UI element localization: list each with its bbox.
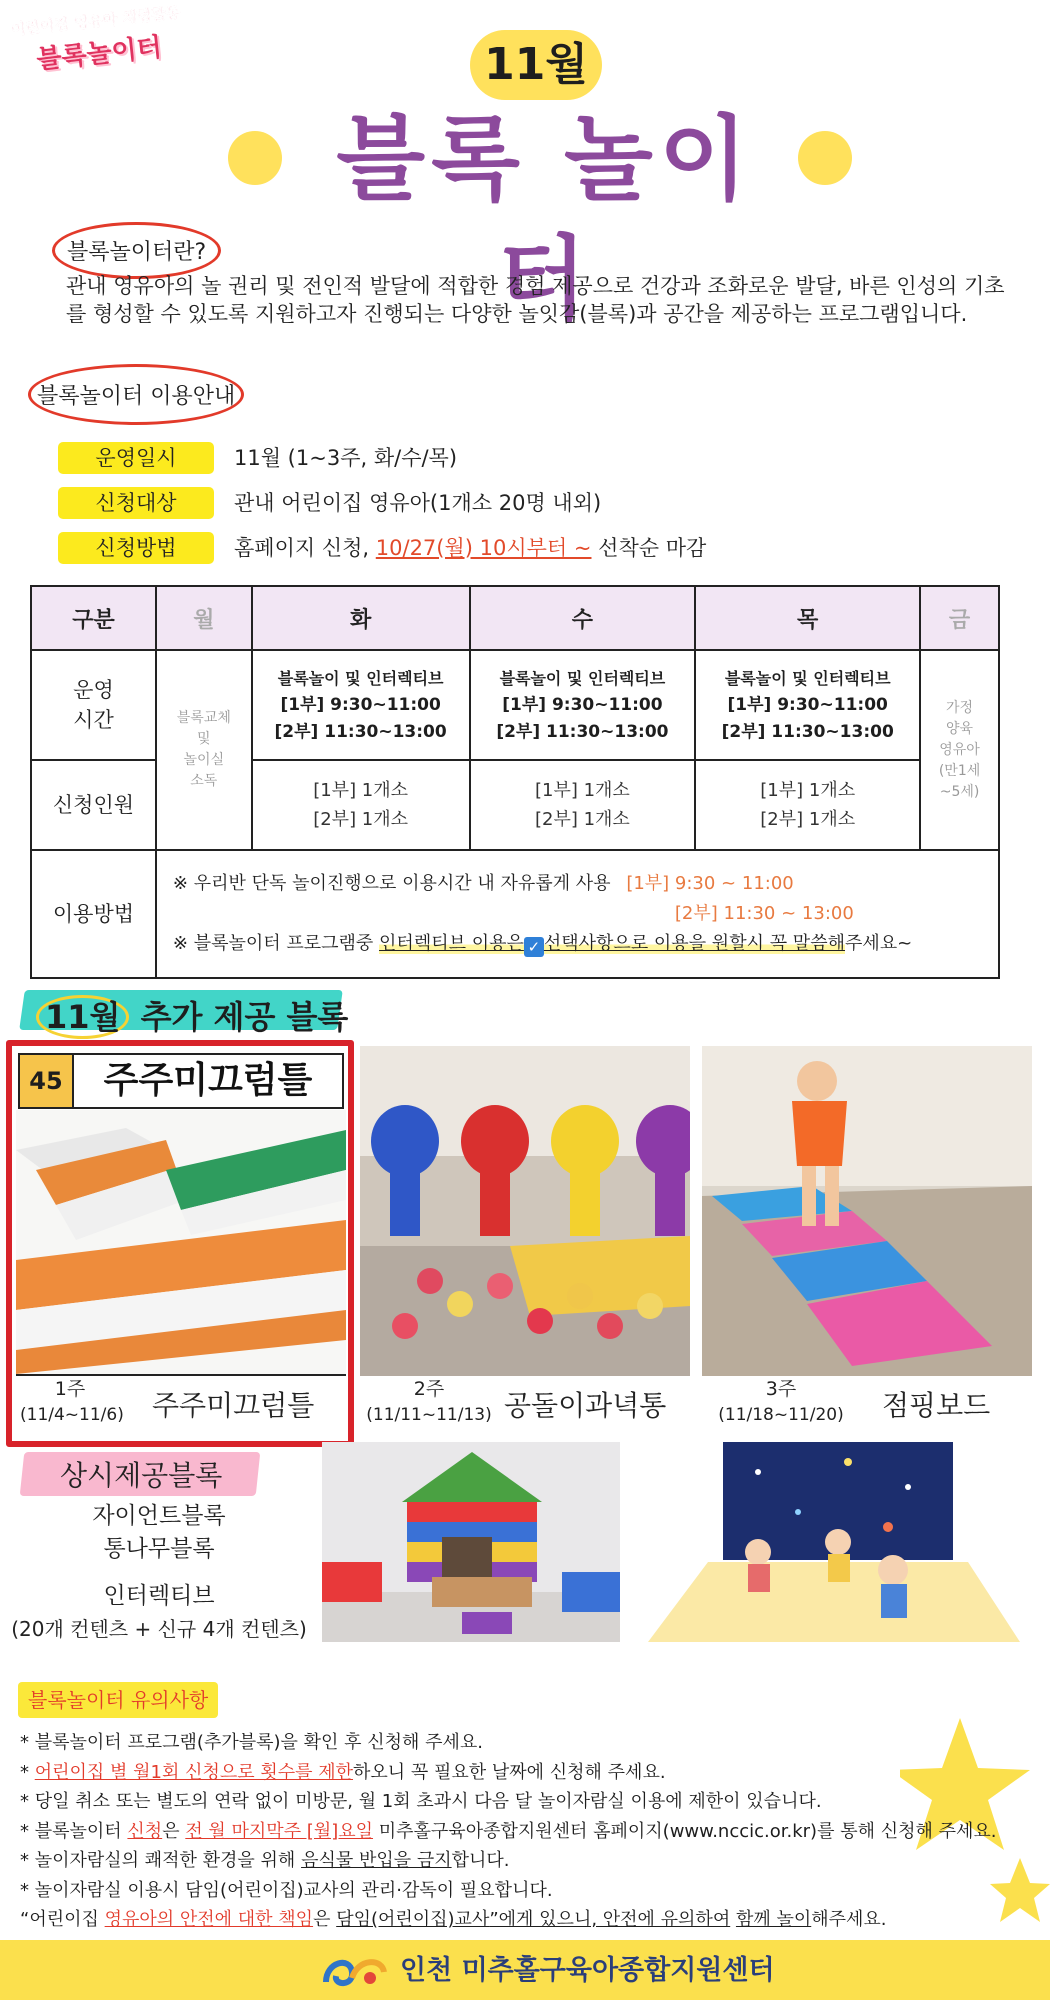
permanent-item-interactive: 인터렉티브 xyxy=(103,1583,215,1609)
col-header-mon: 월 xyxy=(156,586,252,650)
col-header-wed: 수 xyxy=(470,586,696,650)
row-header-capacity: 신청인원 xyxy=(31,760,156,850)
usage-line2 xyxy=(173,929,998,959)
row-header-hours: 운영 시간 xyxy=(31,650,156,760)
about-heading: 블록놀이터란? xyxy=(52,222,221,279)
permanent-item-contents: (20개 컨텐츠 + 신규 4개 컨텐츠) xyxy=(11,1617,307,1641)
thu-slot2: [2부] 11:30~13:00 xyxy=(721,721,894,742)
schedule-table xyxy=(30,585,1000,979)
wed-cap2: [2부] 1개소 xyxy=(534,809,630,830)
section-title-blocks xyxy=(36,992,348,1038)
guide-label-method: 신청방법 xyxy=(58,532,214,564)
month-badge: 11월 xyxy=(470,30,602,100)
block-number-badge: 45 xyxy=(18,1053,74,1109)
guide-value-target: 관내 어린이집 영유아(1개소 20명 내외) xyxy=(234,491,602,515)
method-open-date: 10/27(월) 10시부터 ~ xyxy=(375,536,592,560)
thu-cap2: [2부] 1개소 xyxy=(760,809,856,830)
tue-cap2: [2부] 1개소 xyxy=(313,809,409,830)
notice-5-a: * 놀이자람실의 쾌적한 환경을 위해 xyxy=(20,1850,296,1871)
permanent-item-giant: 자이언트블록 xyxy=(92,1503,226,1529)
notice-4-apply: 신청 xyxy=(127,1820,163,1842)
notice-4-c: 은 xyxy=(162,1820,180,1842)
tue-slot1: [1부] 9:30~11:00 xyxy=(280,694,441,715)
giant-block-illustration xyxy=(322,1442,620,1642)
notice-5-food: 음식물 반입을 금지 xyxy=(301,1850,452,1871)
notice-7-c: 은 xyxy=(313,1909,331,1930)
section-title-text: 추가 제공 블록 xyxy=(140,998,349,1036)
notice-item-5 xyxy=(20,1846,1020,1876)
week1-caption xyxy=(20,1376,124,1428)
guide-value-schedule: 11월 (1~3주, 화/수/목) xyxy=(234,446,458,470)
thu-hours xyxy=(695,650,920,760)
about-description: 관내 영유아의 놀 권리 및 전인적 발달에 적합한 경험 제공으로 건강과 조화로운 발달, 바른 인성의 기초를 형성할 수 있도록 지원하고자 진행되는 다양한 놀잇감(블록)과 공간을 제공하는 프로그램입니다. xyxy=(66,274,1005,326)
method-closing: 선착순 마감 xyxy=(598,536,707,560)
notice-5-c: 합니다. xyxy=(451,1850,510,1871)
notice-7-g: 해주세요. xyxy=(811,1909,887,1930)
notice-item-4 xyxy=(20,1817,1020,1847)
logo-subtitle: 어린이집 영유아 체험활동 xyxy=(10,3,182,39)
thu-cap1: [1부] 1개소 xyxy=(760,780,856,801)
wed-hours xyxy=(470,650,696,760)
col-header-tue: 화 xyxy=(252,586,470,650)
permanent-spacer xyxy=(0,1566,318,1580)
notice-7-a: “어린이집 xyxy=(20,1909,99,1930)
wed-capacity xyxy=(470,760,696,850)
usage-optional: 선택사항으로 이용을 원할시 꼭 말씀해 xyxy=(543,933,845,954)
week3-dates: (11/18~11/20) xyxy=(718,1405,844,1425)
week2-caption xyxy=(364,1376,494,1428)
title-right-dot xyxy=(798,131,852,185)
usage-interactive: 인터렉티브 이용은 xyxy=(379,933,524,954)
notice-2-bullet: * xyxy=(20,1761,29,1783)
permanent-item-log: 통나무블록 xyxy=(103,1536,215,1562)
usage-time2: [2부] 11:30 ~ 13:00 xyxy=(674,903,854,924)
target-barrel-photo xyxy=(360,1046,690,1376)
usage-text1: ※ 우리반 단독 놀이진행으로 이용시간 내 자유롭게 사용 xyxy=(172,873,611,894)
tue-hours xyxy=(252,650,470,760)
permanent-list xyxy=(0,1500,318,1646)
week2-label: 2주 xyxy=(413,1378,445,1400)
tue-capacity xyxy=(252,760,470,850)
featured-block-name: 주주미끄럼틀 xyxy=(74,1053,344,1109)
col-header-thu: 목 xyxy=(695,586,920,650)
guide-value-method xyxy=(234,532,706,564)
notice-item-2 xyxy=(20,1758,1020,1788)
logo-title: 블록놀이터 xyxy=(35,32,164,76)
tue-hours-title: 블록놀이 및 인터렉티브 xyxy=(277,668,444,688)
notice-item-6: * 놀이자람실 이용시 담임(어린이집)교사의 관리·감독이 필요합니다. xyxy=(20,1879,553,1901)
week2-block-name: 공돌이과녁통 xyxy=(504,1389,667,1422)
center-logo-icon xyxy=(322,1952,388,1990)
page-title: 블록 놀이터 xyxy=(336,106,754,333)
notice-4-a: * 블록놀이터 xyxy=(20,1820,122,1842)
notice-2-limit: 어린이집 별 월1회 신청으로 횟수를 제한 xyxy=(34,1761,354,1783)
usage-time1: [1부] 9:30 ~ 11:00 xyxy=(626,873,794,894)
usage-line1 xyxy=(173,869,998,899)
thu-capacity xyxy=(695,760,920,850)
notice-heading: 블록놀이터 유의사항 xyxy=(18,1682,218,1718)
week3-label: 3주 xyxy=(765,1378,797,1400)
col-header-fri: 금 xyxy=(920,586,999,650)
target-barrel-illustration xyxy=(360,1046,690,1376)
notice-item-7 xyxy=(20,1905,1020,1935)
title-left-dot xyxy=(228,131,282,185)
wed-slot1: [1부] 9:30~11:00 xyxy=(502,694,663,715)
interactive-illustration xyxy=(648,1442,1020,1642)
monday-note: 블록교체 및 놀이실 소독 xyxy=(156,650,252,850)
interactive-photo xyxy=(648,1442,1020,1642)
tue-cap1: [1부] 1개소 xyxy=(313,780,409,801)
usage-text2: ※ 블록놀이터 프로그램중 xyxy=(172,933,374,954)
notice-item-1: * 블록놀이터 프로그램(추가블록)을 확인 후 신청해 주세요. xyxy=(20,1732,484,1753)
program-logo xyxy=(5,1,191,85)
jumping-board-photo xyxy=(702,1046,1032,1376)
notice-7-play: 함께 놀이 xyxy=(735,1909,812,1930)
week3-block-name: 점핑보드 xyxy=(882,1389,991,1422)
notice-7-e: ”에게 있으니, 안전에 유의하여 xyxy=(489,1909,731,1930)
giant-block-photo xyxy=(322,1442,620,1642)
section-month: 11월 xyxy=(36,995,129,1039)
notice-item-3: * 당일 취소 또는 별도의 연락 없이 미방문, 월 1회 초과시 다음 달 놀이자람실 이용에 제한이 있습니다. xyxy=(20,1791,822,1812)
usage-cell xyxy=(156,850,999,978)
footer-org-name: 인천 미추홀구육아종합지원센터 xyxy=(400,1955,775,1986)
week1-dates: (11/4~11/6) xyxy=(20,1405,124,1425)
col-header-category: 구분 xyxy=(31,586,156,650)
wed-cap1: [1부] 1개소 xyxy=(534,780,630,801)
notice-4-e: 미추홀구육아종합지원센터 홈페이지(www.nccic.or.kr)를 통해 신청해 주세요. xyxy=(378,1820,997,1842)
jumping-board-illustration xyxy=(702,1046,1032,1376)
thu-hours-title: 블록놀이 및 인터렉티브 xyxy=(724,668,891,688)
wed-hours-title: 블록놀이 및 인터렉티브 xyxy=(499,668,666,688)
usage-end: 주세요~ xyxy=(844,933,913,954)
guide-label-target: 신청대상 xyxy=(58,487,214,519)
friday-note: 가정 양육 영유아 (만1세 ~5세) xyxy=(920,650,999,850)
checkbox-icon: ✓ xyxy=(524,937,544,957)
notice-7-teacher: 담임(어린이집)교사 xyxy=(336,1909,490,1930)
week2-dates: (11/11~11/13) xyxy=(366,1405,492,1425)
guide-label-schedule: 운영일시 xyxy=(58,442,214,474)
method-text: 홈페이지 신청, xyxy=(234,536,370,560)
wed-slot2: [2부] 11:30~13:00 xyxy=(496,721,669,742)
permanent-title: 상시제공블록 xyxy=(60,1459,223,1492)
notice-4-date: 전 월 마지막주 [월]요일 xyxy=(185,1820,374,1842)
notice-2-rest: 하오니 꼭 필요한 날짜에 신청해 주세요. xyxy=(353,1761,666,1783)
guide-heading: 블록놀이터 이용안내 xyxy=(28,364,244,425)
notice-list xyxy=(20,1728,1020,1935)
thu-slot1: [1부] 9:30~11:00 xyxy=(727,694,888,715)
tue-slot2: [2부] 11:30~13:00 xyxy=(274,721,447,742)
week3-caption xyxy=(716,1376,846,1428)
week1-block-name: 주주미끄럼틀 xyxy=(152,1389,315,1422)
row-header-usage: 이용방법 xyxy=(31,850,156,978)
week1-label: 1주 xyxy=(54,1378,86,1400)
notice-7-safety: 영유아의 안전에 대한 책임 xyxy=(104,1909,314,1930)
